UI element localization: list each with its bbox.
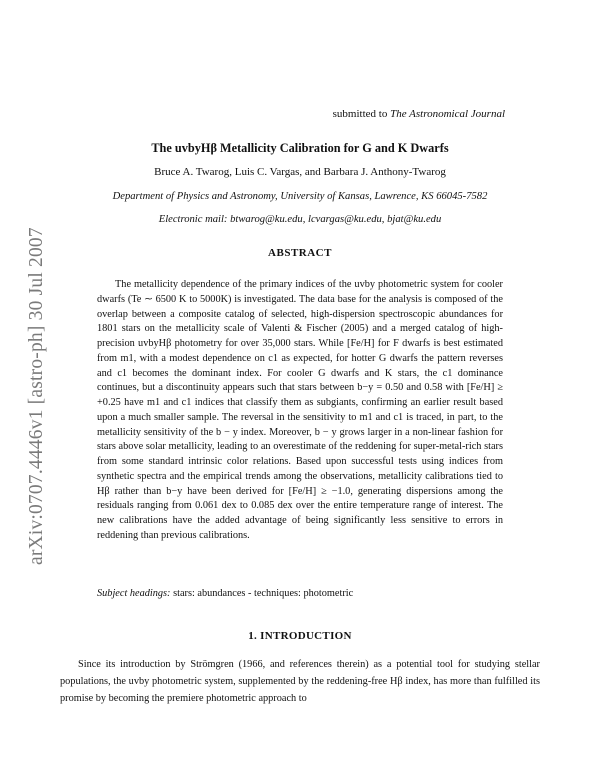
paper-title: The uvbyHβ Metallicity Calibration for G and K Dwarfs (151, 141, 449, 155)
abstract-text: The metallicity dependence of the primary indices of the uvby photometric system for cooler dwarfs (Te ∼ 6500 K to 5000K) is investigated. The data base for the analysis is composed of the overlap between a composite catalog of selected, high-dispersion spectroscopic abundances for 1801 stars on the metallicity scale of Valenti & Fischer (2005) and a merged catalog of high-precision uvbyHβ photometry for over 35,000 stars. While [Fe/H] for F dwarfs is best estimated from m1, with a modest dependence on c1 as expected, for hotter G dwarfs the pattern reverses and c1 becomes the dominant index. For cooler G dwarfs and K stars, the c1 dominance continues, but a discontinuity appears such that stars between b−y = 0.50 and 0.58 with [Fe/H] ≥ +0.25 have m1 and c1 indices that classify them as subgiants, confirming an earlier result based upon a much smaller sample. The reversal in the sensitivity to m1 and c1 is traced, in part, to the metallicity sensitivity of the b − y index. Moreover, b − y grows larger in a non-linear fashion for stars above solar metallicity, leading to an overestimate of the reddening for super-metal-rich stars from some standard intrinsic color relations. Based upon successful tests using indices from synthetic spectra and the empirical trends among the observations, metallicity calibrations tied to Hβ rather than b−y have been derived for [Fe/H] ≥ −1.0, generating dispersions among the residuals ranging from 0.061 dex to 0.085 dex over the entire temperature range of interest. The new calibrations have the added advantage of being significantly less sensitive to errors in reddening than previous calibrations. (97, 279, 503, 541)
introduction-text: Since its introduction by Strömgren (1966, and references therein) as a potential tool for studying stellar populations, the uvby photometric system, supplemented by the reddening-free Hβ index, has more than fulfilled its promise by becoming the premiere photometric approach to (60, 659, 540, 704)
affiliation: Department of Physics and Astronomy, University of Kansas, Lawrence, KS 66045-7582 (112, 191, 488, 202)
subject-headings (97, 588, 503, 599)
submitted-prefix: submitted to (332, 108, 388, 120)
subject-headings-text: stars: abundances - techniques: photometric (173, 588, 354, 599)
subject-headings-label: Subject headings: (97, 588, 171, 599)
arxiv-identifier: arXiv:0707.4446v1 [astro-ph] 30 Jul 2007 (26, 227, 47, 565)
journal-name: The Astronomical Journal (390, 108, 505, 120)
section-heading-introduction: 1. INTRODUCTION (248, 630, 352, 642)
submission-note (333, 108, 505, 120)
abstract-heading: ABSTRACT (268, 247, 332, 259)
author-list: Bruce A. Twarog, Luis C. Vargas, and Barbara J. Anthony-Twarog (154, 166, 446, 178)
author-emails: Electronic mail: btwarog@ku.edu, lcvargas@ku.edu, bjat@ku.edu (158, 214, 442, 225)
